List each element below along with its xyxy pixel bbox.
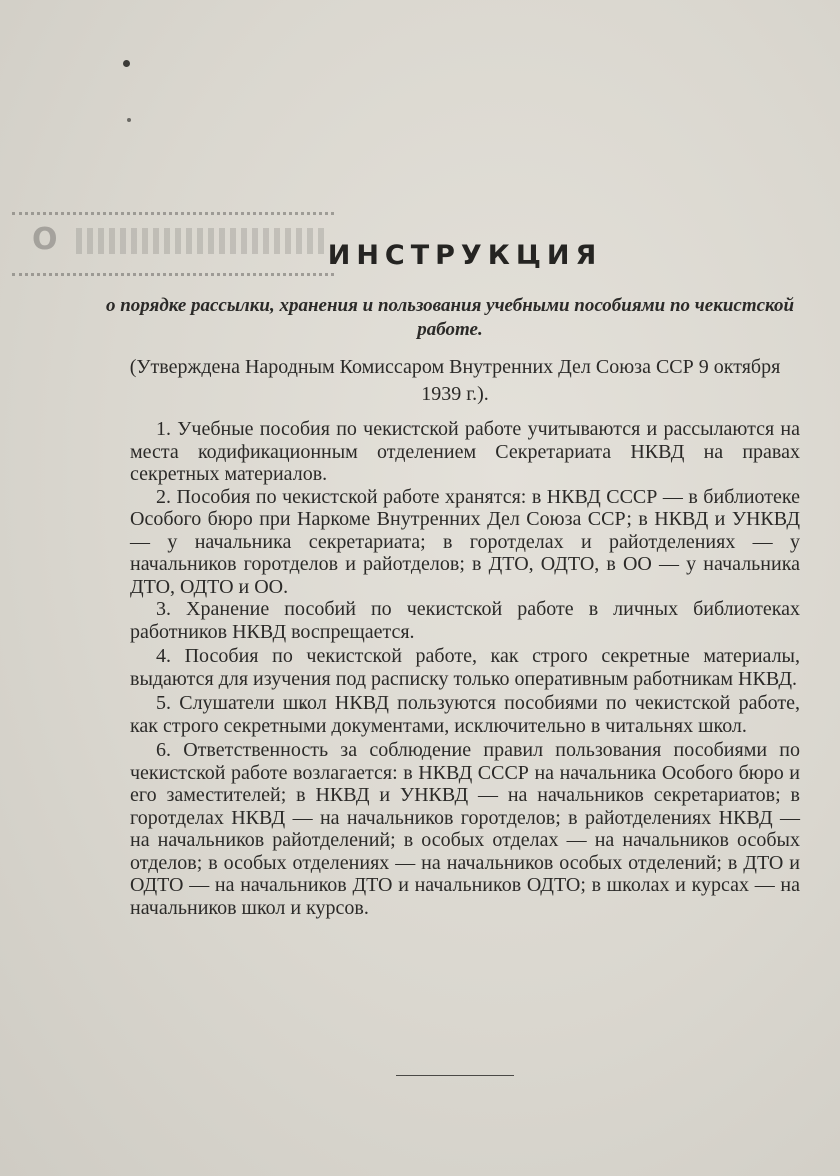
document-subtitle: о порядке рассылки, хранения и пользования учебными пособиями по чекистской работе.: [105, 295, 795, 340]
paragraph-5: 5. Слушатели школ НКВД пользуются пособиями по чекистской работе, как строго секретными документами, исключительно в читальнях школ.: [130, 692, 800, 737]
paragraph-4: 4. Пособия по чекистской работе, как строго секретные материалы, выдаются для изучения под расписку только оперативным работникам НКВД.: [130, 645, 800, 690]
paragraph-6: 6. Ответственность за соблюдение правил пользования пособиями по чекистской работе возлагается: в НКВД СССР на начальника Особого бюро и его заместителей; в НКВД и УНКВД — на начальников секретариатов; в горотделах НКВД — на начальников горотделов; в райотделениях НКВД — на начальников райотделений; в особых отделах — на начальников особых отделов; в особых отделениях — на начальников особых отделений; в ДТО и ОДТО — на начальников ДТО и начальников ОДТО; в школах и курсах — на начальников школ и курсов.: [130, 739, 800, 919]
closing-rule: [396, 1075, 514, 1076]
approval-note: (Утверждена Народным Комиссаром Внутренних Дел Союза ССР 9 октября 1939 г.).: [129, 356, 781, 405]
instruction-body: [130, 418, 800, 919]
paragraph-3: 3. Хранение пособий по чекистской работе в личных библиотеках работников НКВД воспрещается.: [130, 598, 800, 643]
document-title: ИНСТРУКЦИЯ: [327, 240, 603, 271]
ink-blot: [127, 118, 131, 122]
paragraph-1: 1. Учебные пособия по чекистской работе учитываются и рассылаются на места кодификационным отделением Секретариата НКВД на правах секретных материалов.: [130, 418, 800, 485]
stamp-letter: О: [30, 222, 58, 257]
paragraph-2: 2. Пособия по чекистской работе хранятся: в НКВД СССР — в библиотеке Особого бюро при Наркоме Внутренних Дел Союза ССР; в НКВД и УНКВД — у начальника секретариата; в горотделах и райотделениях — у начальников горотделов и райотделов; в ДТО, ОДТО, в ОО — у начальника ДТО, ОДТО и ОО.: [130, 485, 800, 598]
ink-blot: [123, 60, 130, 67]
